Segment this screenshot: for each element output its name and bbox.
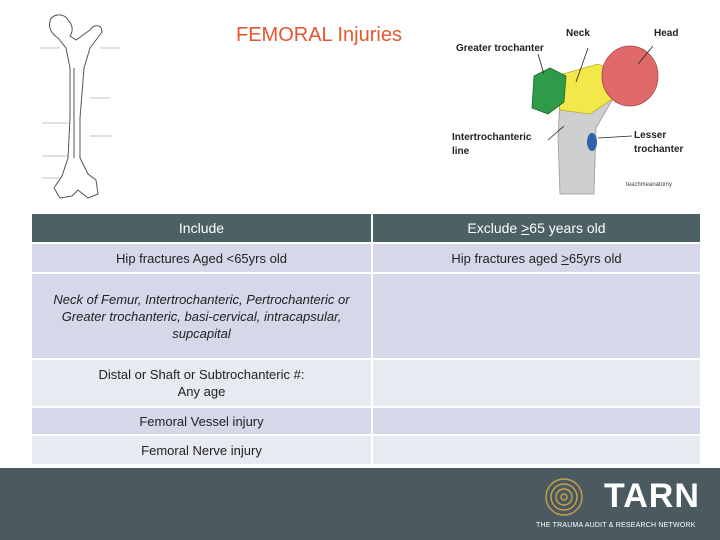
exclude-cell [372,407,701,435]
table-row [31,407,701,435]
greater-trochanter-label: Greater trochanter [456,43,544,54]
lesser-trochanter-shape [587,133,597,151]
table-row [31,359,701,407]
include-cell: Neck of Femur, Intertrochanteric, Pertrochanteric or Greater trochanteric, basi-cervical, intracapsular, supcapital [31,273,372,359]
hip-anatomy-diagram [448,18,693,198]
exclude-cell [372,359,701,407]
include-cell: Femoral Vessel injury [31,407,372,435]
header-include: Include [31,213,372,243]
credit-label: teachmeanatomy [626,182,673,188]
intertrochanteric-label-2: line [452,146,470,157]
tarn-tagline: THE TRAUMA AUDIT & RESEARCH NETWORK [536,522,696,529]
include-cell: Hip fractures Aged <65yrs old [31,243,372,273]
intertrochanteric-label-1: Intertrochanteric [452,132,532,143]
tarn-logo-text: TARN [604,477,700,515]
neck-label: Neck [566,28,590,39]
table-row [31,273,701,359]
criteria-table [30,212,702,466]
header-exclude: Exclude >65 years old [372,213,701,243]
table-row [31,243,701,273]
tarn-logo-icon [534,474,594,520]
include-cell: Femoral Nerve injury [31,435,372,465]
head-shape [602,46,658,106]
include-cell: Distal or Shaft or Subtrochanteric #: Any age [31,359,372,407]
exclude-cell [372,435,701,465]
page-title: FEMORAL Injuries [236,24,402,46]
table-row [31,435,701,465]
table-header-row [31,213,701,243]
exclude-cell [372,273,701,359]
head-label: Head [654,28,679,39]
exclude-cell: Hip fractures aged >65yrs old [372,243,701,273]
femur-head-shape [49,15,102,198]
lesser-trochanter-label-1: Lesser [634,130,667,141]
lesser-trochanter-label-2: trochanter [634,144,684,155]
femur-diagram [30,8,140,204]
